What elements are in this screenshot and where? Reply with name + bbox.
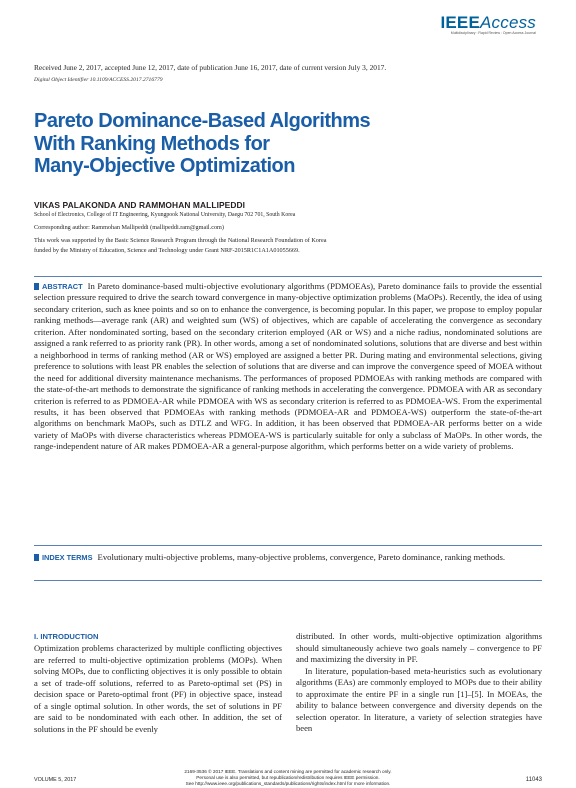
publication-dates: Received June 2, 2017, accepted June 12, 2017, date of publication June 16, 2017, date of current version July 3, 2017. <box>34 63 387 72</box>
heading-square-icon <box>34 554 39 561</box>
journal-logo <box>440 14 536 36</box>
paragraph: Optimization problems characterized by multiple conflicting objectives are referred to multi-objective optimization problems (MOPs). When solving MOPs, due to conflicting objectives it is only possible to obtain a set of trade-off solutions, referred to as Pareto-optimal set (PS) in decision space or Pareto-optimal front (PF) in objective space, instead of a single optimal solution. In other words, the set of solutions in PF are said to be nondominated with each other. In addition, the set of solutions in the PF should be evenly <box>34 643 282 734</box>
paragraph: distributed. In other words, multi-objective optimization algorithms should simultaneously achieve two goals namely – convergence to PF and maximizing the diversity in PF. <box>296 631 542 665</box>
license-line: 2169-3536 © 2017 IEEE. Translations and content mining are permitted for academic research only. <box>184 769 392 774</box>
funding-note <box>34 236 414 256</box>
logo-access: Access <box>480 13 536 32</box>
body-column-left <box>34 643 282 735</box>
license-notice <box>128 769 448 788</box>
authors: VIKAS PALAKONDA AND RAMMOHAN MALLIPEDDI <box>34 200 246 210</box>
license-line: Personal use is also permitted, but republication/redistribution requires IEEE permission. <box>196 775 380 781</box>
abstract-heading <box>34 282 83 291</box>
index-terms <box>34 552 542 563</box>
body-column-right <box>296 631 542 735</box>
corresponding-author: Corresponding author: Rammohan Mallipeddi (mallipeddi.ram@gmail.com) <box>34 224 224 231</box>
paper-title <box>34 110 374 178</box>
abstract <box>34 281 542 453</box>
heading-square-icon <box>34 283 39 290</box>
logo-wordmark <box>440 14 536 31</box>
index-terms-text: Evolutionary multi-objective problems, many-objective problems, convergence, Pareto dominance, ranking methods. <box>97 552 506 562</box>
page-number: 11043 <box>525 777 542 783</box>
paragraph: In literature, population-based meta-heuristics such as evolutionary algorithms (EAs) are commonly employed to MOPs due to their ability to approximate the entire PF in a single run [1]–[5]. In MOEAs, the ability to balance between convergence and diversity depends on the selection operator. In literature, a variety of selection strategies have been <box>296 665 542 734</box>
abstract-top-rule <box>34 276 542 277</box>
section-heading-introduction: I. INTRODUCTION <box>34 632 99 641</box>
doi-line: Digital Object Identifier 10.1109/ACCESS.2017.2716779 <box>34 77 163 83</box>
funding-line: This work was supported by the Basic Science Research Program through the National Research Foundation of Korea <box>34 237 327 244</box>
title-line: With Ranking Methods for <box>34 132 270 155</box>
index-terms-bottom-rule <box>34 580 542 581</box>
index-terms-heading <box>34 553 93 562</box>
abstract-heading-text: ABSTRACT <box>42 282 83 291</box>
index-terms-heading-text: INDEX TERMS <box>42 553 93 562</box>
title-line: Many-Objective Optimization <box>34 155 295 177</box>
logo-tagline: Multidisciplinary : Rapid Review : Open Access Journal <box>450 31 536 35</box>
license-line: See http://www.ieee.org/publications_standards/publications/rights/index.html for more information. <box>185 781 391 787</box>
funding-line: funded by the Ministry of Education, Science and Technology under Grant NRF-2015R1C1A1A01055669. <box>34 247 300 254</box>
abstract-text: In Pareto dominance-based multi-objective evolutionary algorithms (PDMOEAs), Pareto dominance fails to provide the essential selection pressure required to drive the search toward convergence in many-objective optimization problems (MaOPs). Recently, the idea of using secondary criterion, such as knee points and so on to enhance the convergence, is becoming popular. In this paper, we propose to employ popular ranking methods—average rank (AR) and weighted sum (WS) of objectives, which are capable of accelerating the convergence as secondary criterion. After nondominated sorting, based on the secondary criterion employed (AR or WS) and a niche radius, nondominated solutions are assigned a rank referred to as priority rank (PR). In other words, among a set of nondominated solutions, solutions that are diverse and best within a neighborhood in terms of ranking method (AR or WS) employed are assigned a better PR. During mating and environmental selections, giving preference to solutions with least PR enables the selection of solutions that are diverse and can improve the convergence speed of MOEA without the need for additional diversity maintenance mechanisms. The performances of proposed PDMOEAs with ranking methods are compared with the state-of-the-art methods to demonstrate the significance of ranking methods in accelerating the convergence. PDMOEA with AR as secondary criterion is referred to as PDMOEA-AR while PDMOEA with WS as secondary criterion is referred to as PDMOEA-WS. From the experimental results, it has been observed that PDMOEAs with ranking methods (PDMOEA-AR and PDMOEA-WS) outperform the state-of-the-art algorithms on benchmark MaOPs, such as DTLZ and WFG. In addition, it has been observed that PDMOEA-AR performs better on a wide variety of MaOPs with diverse characteristics whereas PDMOEA-WS is particularly suitable for only a subclass of MaOPs. In other words, the range-independent nature of AR makes PDMOEA-AR a general-purpose algorithm, which performs better on a wide variety of problems. <box>34 281 542 452</box>
index-terms-rule <box>34 545 542 546</box>
logo-ieee: IEEE <box>440 13 480 32</box>
affiliation: School of Electronics, College of IT Engineering, Kyungpook National University, Daegu 702 701, South Korea <box>34 212 296 218</box>
title-line: Pareto Dominance-Based Algorithms <box>34 110 371 132</box>
volume-label: VOLUME 5, 2017 <box>34 777 77 783</box>
